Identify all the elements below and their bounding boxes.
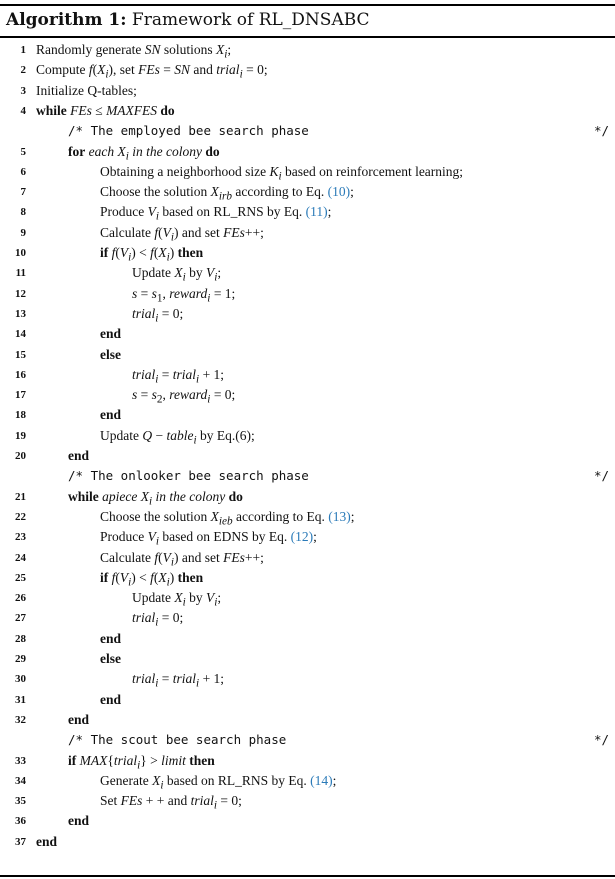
algorithm-line (0, 284, 615, 304)
line-text: if $f(V_i) < f(X_i)$ then (100, 569, 204, 589)
line-text: trial$_i$ = trial$_i$ + 1; (132, 366, 225, 386)
algorithm-line (0, 81, 615, 101)
algorithm-line (0, 365, 615, 385)
line-number: 18 (15, 409, 26, 422)
line-text: end (100, 630, 122, 646)
algorithm-line (0, 324, 615, 344)
line-text: end (36, 833, 58, 849)
line-number: 15 (15, 348, 26, 361)
line-text: $s = s_2$, reward$_i$ = 0; (132, 387, 236, 406)
line-number: 37 (15, 835, 26, 848)
algorithm-line (0, 629, 615, 649)
algorithm-line (0, 791, 615, 811)
line-text: Randomly generate SN solutions $X_i$; (36, 42, 232, 61)
line-number: 29 (15, 653, 26, 665)
line-text: end (68, 711, 90, 727)
line-number: 20 (15, 450, 26, 462)
algorithm-title (6, 8, 370, 32)
line-number: 27 (15, 612, 26, 625)
line-number: 5 (20, 145, 26, 158)
line-number: 33 (15, 754, 26, 767)
line-text: else (100, 346, 121, 362)
algorithm-line (0, 304, 615, 324)
line-text: Choose the solution $X_{irb}$ according to Eq. (10); (100, 184, 354, 203)
line-text: Obtaining a neighborhood size $K_i$ based on reinforcement learning; (100, 163, 464, 183)
line-text: Generate $X_i$ based on RL_RNS by Eq. (14); (100, 772, 337, 792)
line-text: $s = s_1$, reward$_i$ = 1; (132, 285, 236, 305)
line-number: 23 (15, 531, 26, 544)
line-number: 16 (15, 368, 26, 381)
line-number: 2 (20, 64, 26, 77)
bottom-rule (0, 875, 615, 877)
algorithm-line (0, 202, 615, 222)
algorithm-line (0, 182, 615, 202)
line-text: Calculate $f(V_i)$ and set FEs++; (100, 549, 264, 569)
line-text: Produce $V_i$ based on EDNS by Eq. (12); (100, 529, 317, 548)
line-number: 8 (20, 206, 26, 219)
algorithm-name: Framework of RL_DNSABC (131, 10, 370, 30)
line-text: /* The scout bee search phase (68, 732, 287, 748)
line-number: 25 (15, 571, 26, 584)
line-text: Initialize Q-tables; (36, 82, 137, 98)
line-text: end (68, 813, 90, 829)
line-number: 10 (15, 247, 26, 259)
line-text: Update Q − table$_i$ by Eq.(6); (100, 427, 255, 447)
algorithm-line (0, 101, 615, 121)
algorithm-line (0, 487, 615, 507)
comment-end: */ (593, 732, 609, 748)
comment-end: */ (593, 123, 609, 139)
algorithm-line (0, 710, 615, 730)
line-text: end (100, 326, 122, 342)
line-text: Choose the solution $X_{ieb}$ according to Eq. (13); (100, 508, 355, 528)
line-text: trial$_i$ = trial$_i$ + 1; (132, 671, 225, 690)
line-text: Produce $V_i$ based on RL_RNS by Eq. (11); (100, 204, 332, 224)
line-number: 19 (15, 429, 26, 442)
algorithm-line (0, 588, 615, 608)
algorithm-line (0, 40, 615, 60)
line-text: Compute $f(X_i)$, set FEs = SN and trial$_i$ = 0; (36, 62, 268, 81)
algorithm-line (0, 669, 615, 689)
line-number: 36 (15, 815, 26, 828)
algorithm-line (0, 243, 615, 263)
line-text: Update $X_i$ by $V_i$; (132, 265, 222, 284)
line-number: 26 (15, 592, 26, 605)
algorithm-line (0, 60, 615, 80)
line-text: else (100, 651, 121, 666)
algorithm-line (0, 751, 615, 771)
algorithm-line (0, 223, 615, 243)
line-number: 28 (15, 632, 26, 645)
algorithm-line (0, 426, 615, 446)
line-text: Update $X_i$ by $V_i$; (132, 590, 222, 609)
line-text: while apiece $X_i$ in the colony do (68, 488, 243, 508)
line-number: 24 (15, 551, 26, 564)
line-number: 3 (20, 84, 26, 97)
top-rule (0, 4, 615, 6)
algorithm-line (0, 548, 615, 568)
line-text: /* The employed bee search phase (68, 123, 309, 139)
line-text: trial$_i$ = 0; (132, 305, 184, 325)
line-text: /* The onlooker bee search phase (68, 468, 309, 484)
header-rule (0, 36, 615, 38)
algorithm-line (0, 608, 615, 628)
line-text: end (100, 691, 122, 707)
comment-line (0, 730, 615, 750)
algorithm-label: Algorithm 1: (6, 10, 127, 30)
algorithm-line (0, 527, 615, 547)
algorithm-line (0, 507, 615, 527)
line-number: 1 (20, 44, 26, 56)
algorithm-line (0, 771, 615, 791)
line-number: 31 (15, 693, 26, 706)
line-text: while FEs ≤ MAXFES do (36, 102, 175, 118)
algorithm-line (0, 568, 615, 588)
algorithm-line (0, 263, 615, 283)
line-text: end (68, 448, 90, 463)
comment-line (0, 466, 615, 486)
algorithm-line (0, 832, 615, 852)
line-number: 17 (15, 389, 26, 402)
comment-end: */ (593, 468, 609, 484)
comment-line (0, 121, 615, 141)
line-text: Calculate $f(V_i)$ and set FEs++; (100, 224, 264, 244)
line-text: if $f(V_i) < f(X_i)$ then (100, 245, 204, 264)
line-number: 6 (20, 165, 26, 178)
line-number: 34 (15, 774, 26, 787)
algorithm-line (0, 345, 615, 365)
algorithm-line (0, 446, 615, 466)
line-number: 7 (20, 186, 26, 199)
line-number: 4 (20, 104, 26, 117)
algorithm-line (0, 385, 615, 405)
line-number: 35 (15, 795, 26, 808)
algorithm-line (0, 690, 615, 710)
line-text: for each $X_i$ in the colony do (68, 143, 220, 163)
line-number: 21 (15, 490, 26, 503)
algorithm-line (0, 405, 615, 425)
line-text: trial$_i$ = 0; (132, 610, 184, 630)
line-text: Set FEs + + and trial$_i$ = 0; (100, 793, 242, 812)
line-text: end (100, 407, 122, 423)
line-number: 12 (15, 287, 26, 300)
line-number: 30 (15, 673, 26, 686)
line-number: 11 (15, 267, 26, 280)
line-number: 32 (15, 713, 26, 726)
line-text: if MAX{trial$_i$} > limit then (68, 752, 215, 772)
algorithm-line (0, 811, 615, 831)
line-number: 22 (15, 510, 26, 523)
line-number: 13 (15, 307, 26, 320)
line-number: 14 (15, 328, 26, 341)
algorithm-line (0, 142, 615, 162)
algorithm-line (0, 649, 615, 669)
line-number: 9 (20, 226, 26, 239)
algorithm-line (0, 162, 615, 182)
